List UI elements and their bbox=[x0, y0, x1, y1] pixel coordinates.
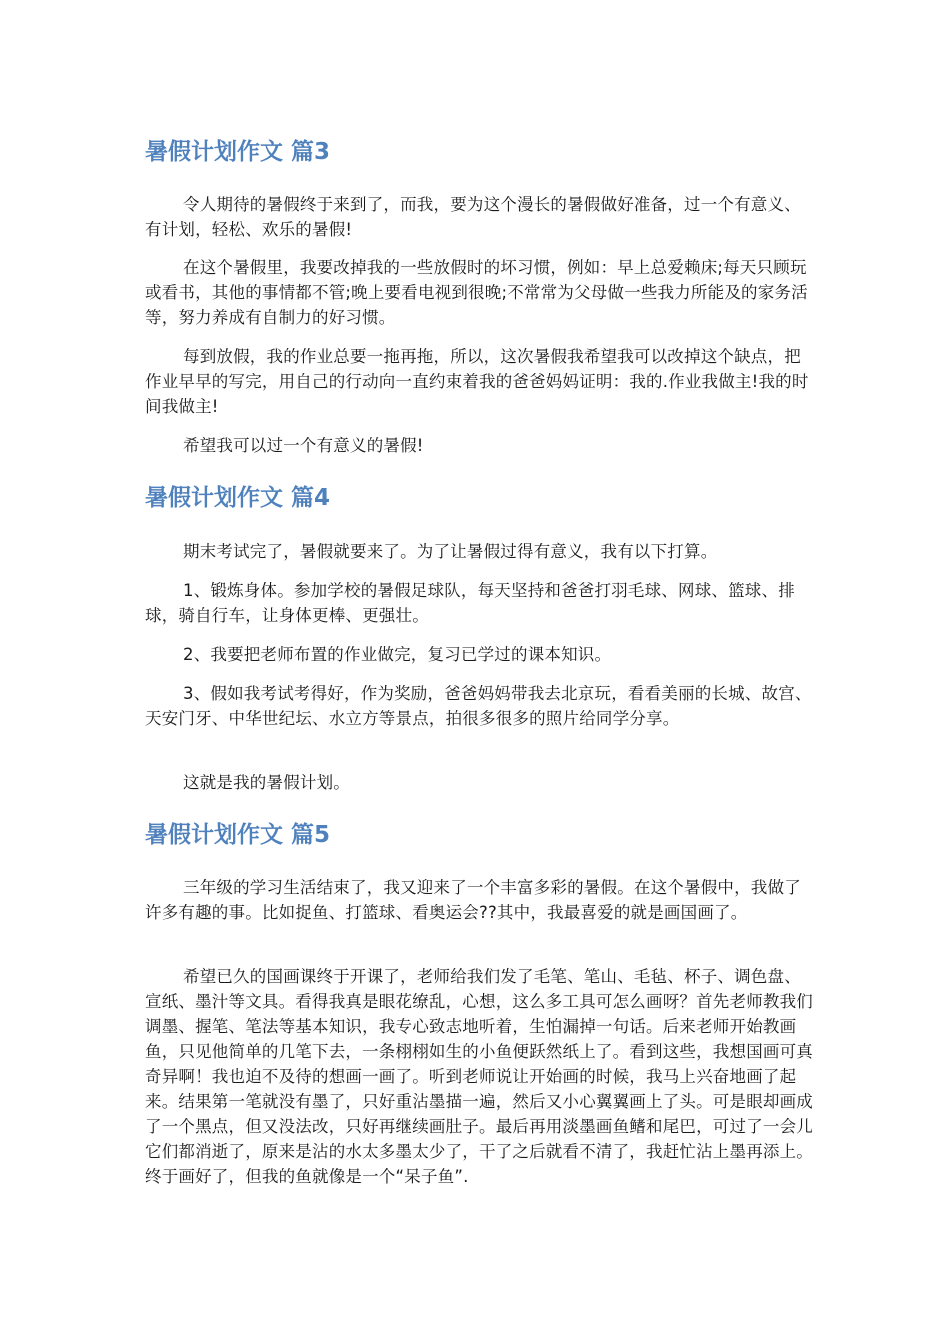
section-heading-3: 暑假计划作文 篇3 bbox=[145, 139, 331, 165]
paragraph: 期末考试完了，暑假就要来了。为了让暑假过得有意义，我有以下打算。 bbox=[183, 542, 718, 561]
paragraph: 希望我可以过一个有意义的暑假! bbox=[183, 436, 424, 455]
paragraph: 每到放假，我的作业总要一拖再拖，所以，这次暑假我希望我可以改掉这个缺点，把作业早早的写完，用自己的行动向一直约束着我的爸爸妈妈证明：我的.作业我做主!我的时间我做主! bbox=[145, 347, 809, 416]
paragraph: 希望已久的国画课终于开课了，老师给我们发了毛笔、笔山、毛毡、杯子、调色盘、宣纸、墨汁等文具。看得我真是眼花缭乱，心想，这么多工具可怎么画呀？首先老师教我们调墨、握笔、笔法等基本知识，我专心致志地听着，生怕漏掉一句话。后来老师开始教画鱼，只见他简单的几笔下去，一条栩栩如生的小鱼便跃然纸上了。看到这些，我想国画可真奇异啊！我也迫不及待的想画一画了。听到老师说让开始画的时候，我马上兴奋地画了起来。结果第一笔就没有墨了，只好重沾墨描一遍，然后又小心翼翼画上了头。可是眼却画成了一个黑点，但又没法改，只好再继续画肚子。最后再用淡墨画鱼鳍和尾巴，可过了一会儿它们都消逝了，原来是沾的水太多墨太少了，干了之后就看不清了，我赶忙沾上墨再添上。终于画好了，但我的鱼就像是一个“呆子鱼”. bbox=[145, 967, 813, 1186]
paragraph: 三年级的学习生活结束了，我又迎来了一个丰富多彩的暑假。在这个暑假中，我做了许多有趣的事。比如捉鱼、打篮球、看奥运会??其中，我最喜爱的就是画国画了。 bbox=[145, 878, 801, 922]
paragraph: 2、我要把老师布置的作业做完，复习已学过的课本知识。 bbox=[183, 645, 612, 664]
section-heading-5: 暑假计划作文 篇5 bbox=[145, 822, 331, 848]
paragraph: 这就是我的暑假计划。 bbox=[183, 773, 350, 792]
paragraph: 3、假如我考试考得好，作为奖励，爸爸妈妈带我去北京玩，看看美丽的长城、故宫、天安门牙、中华世纪坛、水立方等景点，拍很多很多的照片给同学分享。 bbox=[145, 684, 812, 728]
paragraph: 令人期待的暑假终于来到了，而我，要为这个漫长的暑假做好准备，过一个有意义、有计划，轻松、欢乐的暑假! bbox=[145, 195, 801, 239]
section-heading-4: 暑假计划作文 篇4 bbox=[145, 485, 331, 511]
paragraph: 在这个暑假里，我要改掉我的一些放假时的坏习惯，例如：早上总爱赖床;每天只顾玩或看书，其他的事情都不管;晚上要看电视到很晚;不常常为父母做一些我力所能及的家务活等，努力养成有自制力的好习惯。 bbox=[145, 258, 808, 327]
paragraph: 1、锻炼身体。参加学校的暑假足球队，每天坚持和爸爸打羽毛球、网球、篮球、排球，骑自行车，让身体更棒、更强壮。 bbox=[145, 581, 795, 625]
